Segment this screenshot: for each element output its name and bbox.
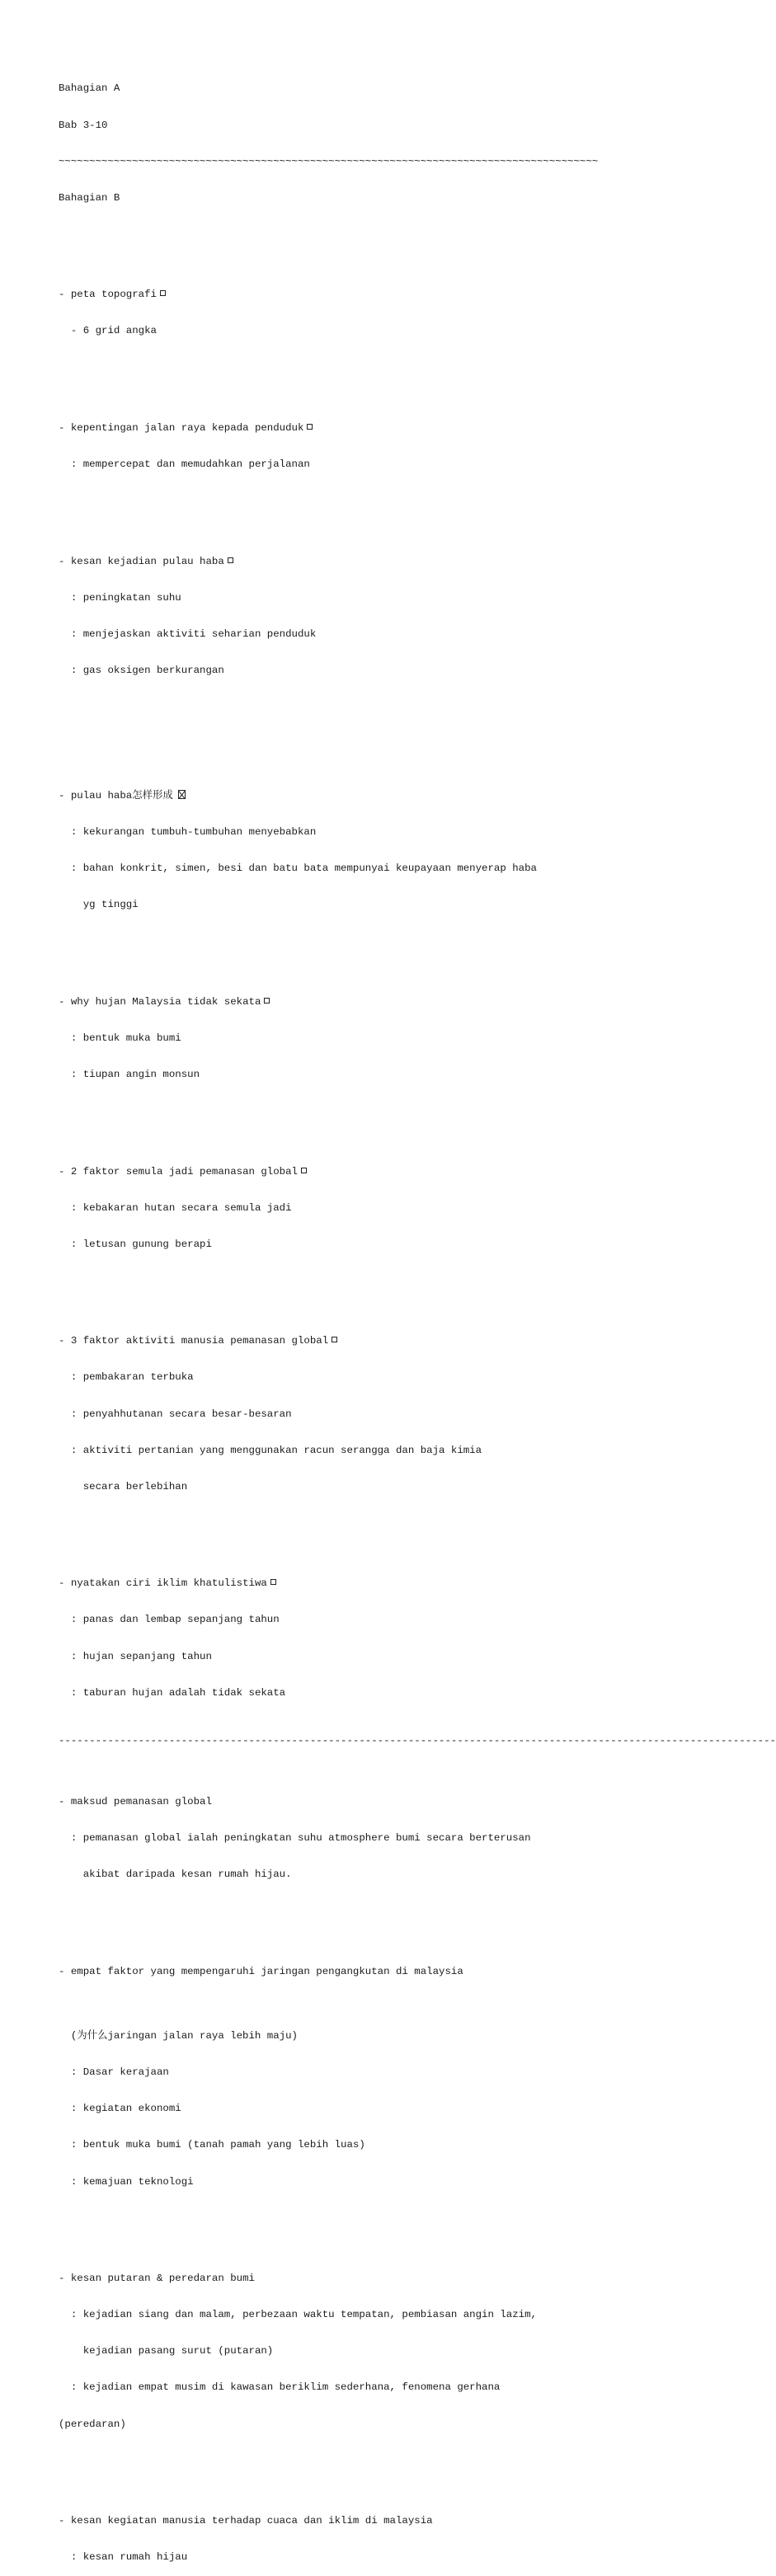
section-item: : panas dan lembap sepanjang tahun bbox=[59, 1614, 280, 1626]
checkbox-icon bbox=[160, 290, 166, 296]
checkbox-icon bbox=[264, 998, 270, 1004]
section-item: : kejadian siang dan malam, perbezaan waktu tempatan, pembiasan angin lazim, bbox=[59, 2309, 537, 2321]
checkbox-icon bbox=[332, 1337, 337, 1342]
notes-document bbox=[59, 59, 776, 2576]
section-item: yg tinggi bbox=[59, 899, 139, 911]
section-item: : kebakaran hutan secara semula jadi bbox=[59, 1201, 292, 1214]
section-item: : aktiviti pertanian yang menggunakan racun serangga dan baja kimia bbox=[59, 1444, 482, 1456]
chapter-range: Bab 3-10 bbox=[59, 119, 108, 131]
checkbox-icon bbox=[301, 1168, 307, 1173]
section-title: - 3 faktor aktiviti manusia pemanasan global bbox=[59, 1335, 537, 1347]
section-item: : kesan rumah hijau bbox=[59, 2551, 188, 2564]
section-item: : kegiatan ekonomi bbox=[59, 2103, 181, 2115]
missing-glyph-icon bbox=[178, 790, 186, 799]
part-b-heading: Bahagian B bbox=[59, 191, 120, 204]
section-item: : kekurangan tumbuh-tumbuhan menyebabkan bbox=[59, 826, 317, 839]
section-item: : taburan hujan adalah tidak sekata bbox=[59, 1686, 286, 1699]
part-a-heading: Bahagian A bbox=[59, 82, 120, 95]
section-title: - why hujan Malaysia tidak sekata bbox=[59, 996, 537, 1008]
checkbox-icon bbox=[228, 557, 233, 563]
section-item: akibat daripada kesan rumah hijau. bbox=[59, 1869, 292, 1881]
section-item: kejadian pasang surut (putaran) bbox=[59, 2345, 274, 2357]
section-item: : mempercepat dan memudahkan perjalanan bbox=[59, 458, 310, 471]
section-title: - maksud pemanasan global bbox=[59, 1795, 212, 1807]
section-item: : penyahhutanan secara besar-besaran bbox=[59, 1408, 292, 1420]
section-item: : bentuk muka bumi (tanah pamah yang lebih luas) bbox=[59, 2139, 365, 2151]
section-item: (为什么jaringan jalan raya lebih maju) bbox=[59, 2030, 298, 2042]
section-item: : hujan sepanjang tahun bbox=[59, 1650, 212, 1662]
section-item: secara berlebihan bbox=[59, 1480, 188, 1492]
section-item: : menjejaskan aktiviti seharian penduduk bbox=[59, 628, 317, 640]
section-title: - kesan putaran & peredaran bumi bbox=[59, 2273, 255, 2285]
section-item: : letusan gunung berapi bbox=[59, 1238, 212, 1250]
section-item: : pembakaran terbuka bbox=[59, 1371, 194, 1384]
section-item: : tiupan angin monsun bbox=[59, 1069, 200, 1080]
tilde-divider: ~~~~~~~~~~~~~~~~~~~~~~~~~~~~~~~~~~~~~~~~~~~~~~~~~~~~~~~~~~~~~~~~~~~~~~~~~~~~~~~~~~~~~~~~ bbox=[59, 155, 599, 167]
section-item: : pemanasan global ialah peningkatan suhu atmosphere bumi secara berterusan bbox=[59, 1832, 531, 1845]
section-title: - pulau haba怎样形成 bbox=[59, 790, 537, 802]
dash-divider: --------------------------------------------------------------------------------------------------------------------- bbox=[59, 1735, 776, 1747]
section-item: : peningkatan suhu bbox=[59, 591, 181, 604]
section-item: : kejadian empat musim di kawasan beriklim sederhana, fenomena gerhana bbox=[59, 2381, 501, 2394]
section-item: : gas oksigen berkurangan bbox=[59, 664, 224, 676]
section-item: : Dasar kerajaan bbox=[59, 2066, 169, 2079]
checkbox-icon bbox=[270, 1579, 276, 1585]
section-title: - peta topografi bbox=[59, 289, 537, 301]
section-title: - kepentingan jalan raya kepada penduduk bbox=[59, 422, 537, 435]
section-title: - kesan kejadian pulau haba bbox=[59, 556, 537, 568]
section-title: - 2 faktor semula jadi pemanasan global bbox=[59, 1166, 537, 1178]
section-title: - empat faktor yang mempengaruhi jaringan pengangkutan di malaysia bbox=[59, 1965, 463, 1977]
section-item: : kemajuan teknologi bbox=[59, 2175, 194, 2188]
section-title: - nyatakan ciri iklim khatulistiwa bbox=[59, 1577, 537, 1590]
section-item: : bentuk muka bumi bbox=[59, 1032, 181, 1044]
section-item: - 6 grid angka bbox=[59, 325, 157, 337]
section-item: : bahan konkrit, simen, besi dan batu bata mempunyai keupayaan menyerap haba bbox=[59, 863, 537, 875]
checkbox-icon bbox=[307, 424, 313, 430]
section-item: (peredaran) bbox=[59, 2418, 126, 2430]
section-title: - kesan kegiatan manusia terhadap cuaca dan iklim di malaysia bbox=[59, 2515, 433, 2527]
